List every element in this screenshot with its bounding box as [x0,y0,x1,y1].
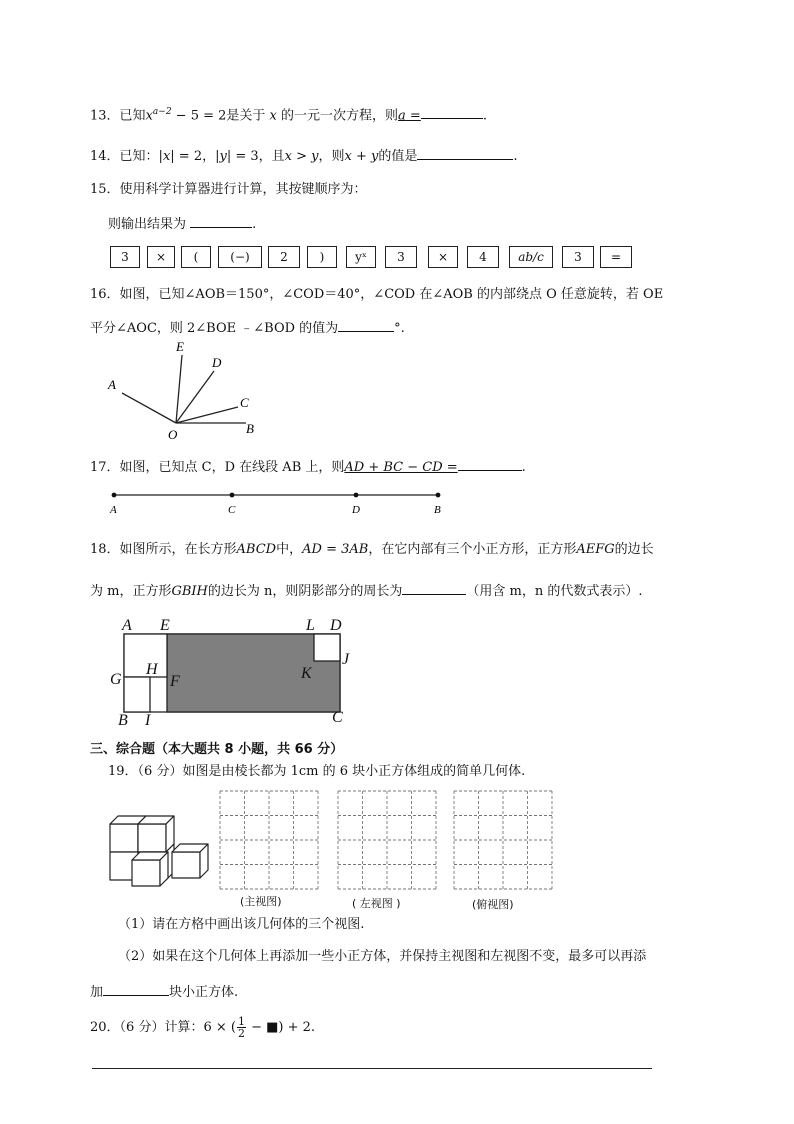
answer-blank-15[interactable] [190,213,252,228]
label-b: B [434,504,441,516]
key-2: 2 [268,246,300,268]
main-view-grid[interactable] [219,790,319,890]
label-c: C [240,395,249,410]
point-b [436,493,441,498]
segment-figure [100,485,460,519]
question-17: 17．如图，已知点 C，D 在线段 AB 上，则AD + BC − CD = . [90,456,526,477]
answer-blank-16[interactable] [338,317,394,332]
square-gbih [124,677,150,712]
rectangle-figure [110,612,370,728]
key-open-paren: ( [181,246,211,268]
question-19-part2-cont: 加 块小正方体. [90,981,238,1002]
question-18: 18．如图所示，在长方形ABCD中，AD = 3AB，在它内部有三个小正方形，正方形AEFG的边长 [90,542,654,557]
left-view-caption: ( 左视图 ) [352,897,401,910]
key-3: 3 [110,246,140,268]
label-e: E [176,339,184,354]
top-view-caption: (俯视图) [472,898,514,911]
square-lkjd [314,634,340,661]
point-a [112,493,117,498]
label-g: G [110,671,122,688]
label-a: A [110,504,117,516]
key-negative: (−) [218,246,262,268]
key-multiply-b: × [428,246,458,268]
label-c: C [228,504,236,516]
answer-blank-17[interactable] [458,456,522,471]
key-equals: = [600,246,632,268]
question-14: 14．已知：|x| = 2，|y| = 3，且x > y，则x + y的值是 . [90,145,518,166]
question-18-line2: 为 m，正方形GBIH的边长为 n，则阴影部分的周长为 （用含 m，n 的代数式表示）. [90,580,643,601]
label-i: I [145,712,151,728]
label-h: H [146,661,158,678]
footer-rule [92,1068,652,1069]
cube-solid-figure [104,808,214,888]
label-a: A [122,617,132,634]
ray-oa [122,393,176,423]
key-3c: 3 [562,246,594,268]
angle-figure [100,335,280,445]
top-view-grid[interactable] [453,790,553,890]
label-c: C [332,709,343,726]
key-multiply: × [147,246,175,268]
label-e: E [160,617,170,634]
label-d: D [330,617,342,634]
label-b: B [118,712,128,728]
label-d: D [352,504,360,516]
label-d: D [212,355,222,370]
main-view-caption: (主视图) [240,895,282,908]
key-3b: 3 [385,246,417,268]
point-c [230,493,235,498]
label-a: A [108,377,116,392]
question-19: 19．（6 分）如图是由棱长都为 1cm 的 6 块小正方体组成的简单几何体. [108,764,526,779]
label-k: K [301,665,312,682]
label-o: O [168,427,178,442]
answer-blank-18[interactable] [402,580,466,595]
fraction-one-half: $\frac{1}{2}$ [237,1015,245,1040]
answer-blank-14[interactable] [417,145,513,160]
question-20: 20．（6 分）计算：6 × ( $\frac{1}{2}$ − ■) + 2. [90,1015,316,1040]
label-j: J [342,651,350,668]
key-4: 4 [467,246,499,268]
question-19-part2: （2）如果在这个几何体上再添加一些小正方体，并保持主视图和左视图不变，最多可以再添 [118,949,647,964]
point-d [354,493,359,498]
answer-blank-19[interactable] [103,981,169,996]
question-15: 15．使用科学计算器进行计算，其按键顺序为： [90,182,367,197]
key-close-paren: ) [307,246,337,268]
ray-oe [176,355,182,423]
question-16-line2: 平分∠AOC，则 2∠BOE ﹣∠BOD 的值为 °. [90,317,405,338]
question-19-part1: （1）请在方格中画出该几何体的三个视图. [118,917,365,932]
label-l: L [306,617,315,634]
label-f: F [170,673,180,690]
question-16: 16．如图，已知∠AOB＝150°，∠COD＝40°，∠COD 在∠AOB 的内部绕点 O 任意旋转，若 OE [90,287,664,302]
question-13: 13．已知$x^{a-2} - 5 = 2$是关于 x 的一元一次方程，则a = . [90,103,487,125]
key-fraction: ab/c [509,246,553,268]
label-b: B [246,421,254,436]
question-15-output: 则输出结果为 . [108,213,256,234]
section-heading: 三、综合题（本大题共 8 小题，共 66 分） [90,742,344,757]
answer-blank-13[interactable] [421,104,483,119]
key-power: yˣ [346,246,376,268]
left-view-grid[interactable] [337,790,437,890]
